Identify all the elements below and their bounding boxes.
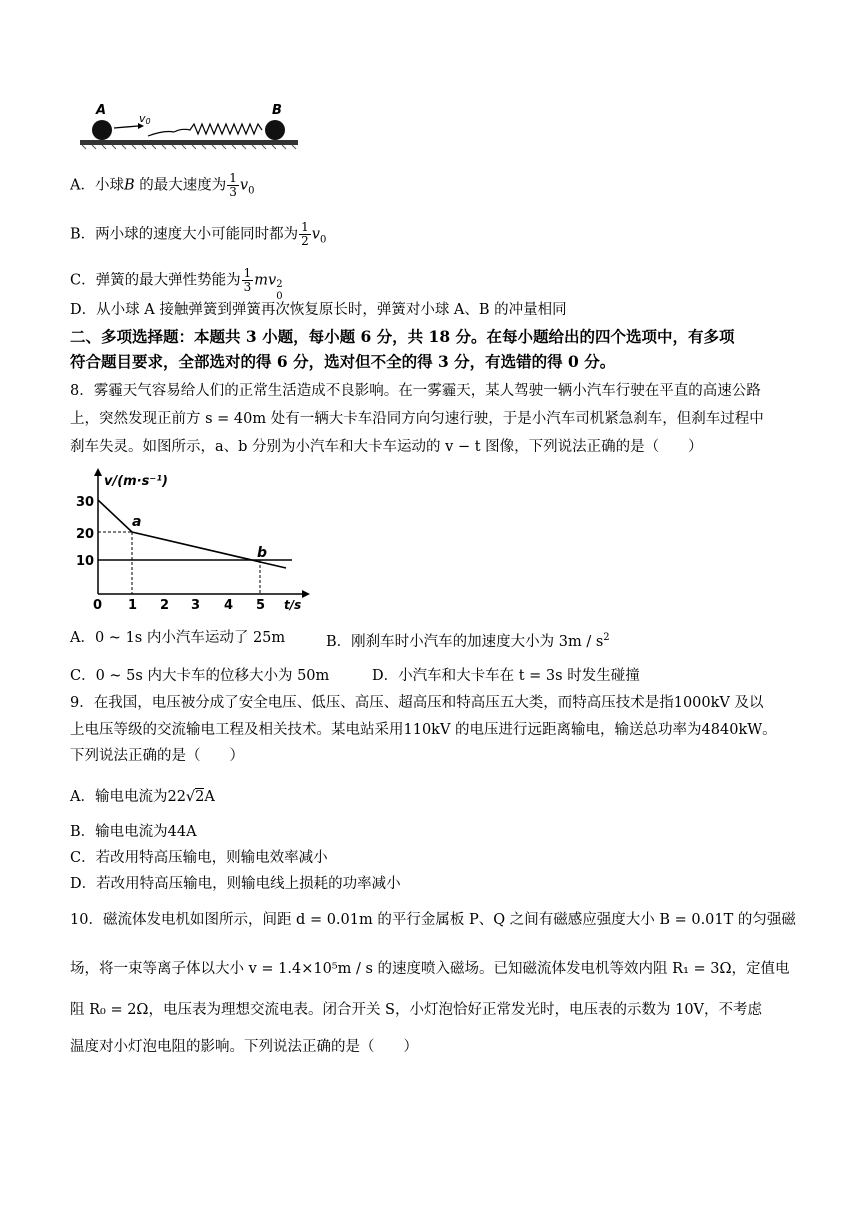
x-axis-label: t/s: [284, 598, 302, 612]
q8-stem-line2: 上，突然发现正前方 s = 40m 处有一辆大卡车沿同方向匀速行驶，于是小汽车司机紧急刹车，但刹车过程中: [70, 411, 764, 427]
x-tick-0: 0: [93, 598, 103, 613]
point-b-label: b: [257, 545, 268, 561]
q10-stem-line4: 温度对小灯泡电阻的影响。下列说法正确的是（ ）: [70, 1039, 418, 1055]
point-a-label: a: [132, 514, 142, 530]
q10-stem-line3: 阻 R₀ = 2Ω，电压表为理想交流电表。闭合开关 S，小灯泡恰好正常发光时，电压表的示数为 10V，不考虑: [70, 1002, 763, 1018]
ground: [80, 140, 298, 145]
x-tick-1: 1: [128, 598, 138, 613]
y-axis-label: v/(m·s⁻¹): [104, 474, 168, 489]
velocity-arrow: [114, 126, 138, 128]
q9-option-d[interactable]: D．若改用特高压输电，则输电线上损耗的功率减小: [70, 876, 401, 892]
ball-a: [92, 120, 112, 140]
vt-chart: [76, 466, 316, 616]
q8-option-a[interactable]: A．0 ~ 1s 内小汽车运动了 25m: [70, 630, 286, 646]
q7-option-b[interactable]: B．两小球的速度大小可能同时都为 $\frac{1}{2}$ $v_0$: [70, 220, 327, 248]
q9-stem-line2: 上电压等级的交流输电工程及相关技术。某电站采用110kV 的电压进行远距离输电，输送总功率为4840kW。: [70, 722, 777, 738]
x-tick-4: 4: [224, 598, 234, 613]
q9-stem-line3: 下列说法正确的是（ ）: [70, 748, 244, 764]
q7-option-d[interactable]: D．从小球 A 接触弹簧到弹簧再次恢复原长时，弹簧对小球 A、B 的冲量相同: [70, 302, 567, 318]
label-b: B: [272, 103, 282, 118]
q7-option-c[interactable]: C．弹簧的最大弹性势能为 $\frac{1}{3}$ mv 2 0: [70, 266, 283, 302]
label-a: A: [96, 103, 107, 118]
q8-option-b[interactable]: B．刚刹车时小汽车的加速度大小为 $3m / s^2$: [326, 632, 610, 650]
label-v: v0: [139, 112, 151, 126]
x-tick-2: 2: [160, 598, 170, 613]
q8-stem-line3: 刹车失灵。如图所示，a、b 分别为小汽车和大卡车运动的 v − t 图像，下列说法正确的是（ ）: [70, 439, 703, 455]
q8-option-d[interactable]: D．小汽车和大卡车在 t = 3s 时发生碰撞: [372, 668, 640, 684]
q9-option-a[interactable]: A．输电电流为22√2A: [70, 789, 215, 805]
ball-b: [265, 120, 285, 140]
q8-stem-line1: 8．雾霾天气容易给人们的正常生活造成不良影响。在一雾霾天，某人驾驶一辆小汽车行驶在平直的高速公路: [70, 383, 761, 399]
y-tick-30: 30: [76, 495, 95, 510]
q7-option-a[interactable]: A．小球B 的最大速度为 $\frac{1}{3}$ $v_0$: [70, 171, 255, 199]
q8-option-c[interactable]: C．0 ~ 5s 内大卡车的位移大小为 50m: [70, 668, 330, 684]
q9-stem-line1: 9．在我国，电压被分成了安全电压、低压、高压、超高压和特高压五大类，而特高压技术是指1000kV 及以: [70, 695, 764, 711]
q10-stem-line1: 10．磁流体发电机如图所示，间距 d = 0.01m 的平行金属板 P、Q 之间有磁感应强度大小 B = 0.01T 的匀强磁: [70, 912, 796, 928]
section2-header-line1: 二、多项选择题：本题共 3 小题，每小题 6 分，共 18 分。在每小题给出的四个选项中，有多项: [70, 327, 735, 346]
spring-balls-figure: [78, 102, 300, 152]
y-tick-20: 20: [76, 527, 95, 542]
x-tick-5: 5: [256, 598, 266, 613]
section2-header-line2: 符合题目要求，全部选对的得 6 分，选对但不全的得 3 分，有选错的得 0 分。: [70, 352, 616, 371]
y-tick-10: 10: [76, 554, 95, 569]
sqrt-symbol: √: [185, 789, 196, 805]
x-tick-3: 3: [191, 598, 201, 613]
q10-stem-line2: 场，将一束等离子体以大小 v = 1.4×10⁵m / s 的速度喷入磁场。已知磁流体发电机等效内阻 R₁ = 3Ω，定值电: [70, 961, 790, 977]
spring: [174, 124, 262, 134]
q9-option-b[interactable]: B．输电电流为44A: [70, 824, 197, 840]
q9-option-c[interactable]: C．若改用特高压输电，则输电效率减小: [70, 850, 328, 866]
